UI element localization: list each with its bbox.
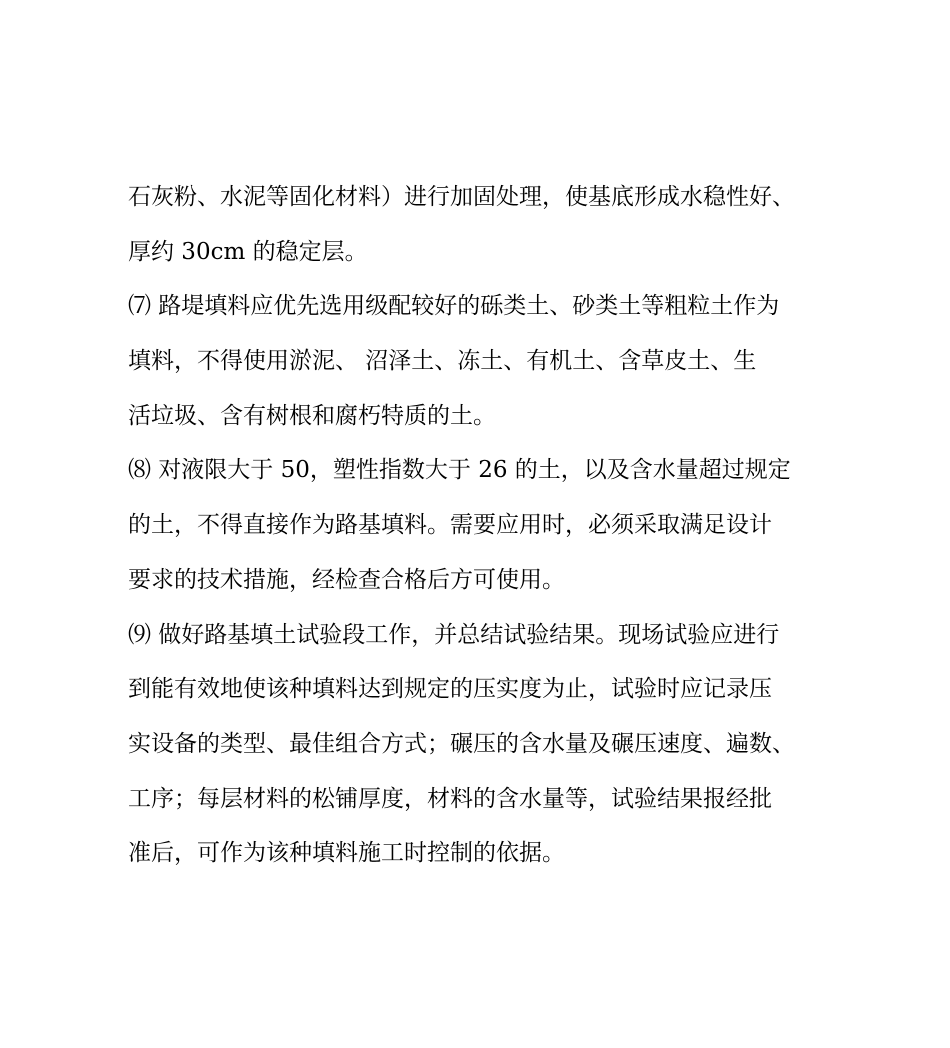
text-line: 实设备的类型、最佳组合方式；碾压的含水量及碾压速度、遍数、	[128, 730, 795, 757]
text-line: 工序；每层材料的松铺厚度，材料的含水量等，试验结果报经批	[128, 785, 772, 812]
text-line: 厚约 30cm 的稳定层。	[128, 238, 368, 265]
text-line: 要求的技术措施，经检查合格后方可使用。	[128, 566, 565, 593]
text-line: 石灰粉、水泥等固化材料）进行加固处理，使基底形成水稳性好、	[128, 184, 795, 210]
text-line: ⑺ 路堤填料应优先选用级配较好的砾类土、砂类土等粗粒土作为	[128, 293, 780, 320]
text-line: 填料，不得使用淤泥、 沼泽土、冻土、有机土、含草皮土、生	[128, 348, 757, 375]
body-text	[128, 174, 848, 885]
text-line: ⑼ 做好路基填土试验段工作，并总结试验结果。现场试验应进行	[128, 621, 780, 648]
text-line: 的土，不得直接作为路基填料。需要应用时，必须采取满足设计	[128, 512, 772, 539]
text-line: 准后，可作为该种填料施工时控制的依据。	[128, 840, 565, 867]
text-line: 活垃圾、含有树根和腐朽特质的土。	[128, 402, 496, 429]
text-line: ⑻ 对液限大于 50，塑性指数大于 26 的土，以及含水量超过规定	[128, 457, 791, 484]
text-line: 到能有效地使该种填料达到规定的压实度为止，试验时应记录压	[128, 676, 772, 703]
